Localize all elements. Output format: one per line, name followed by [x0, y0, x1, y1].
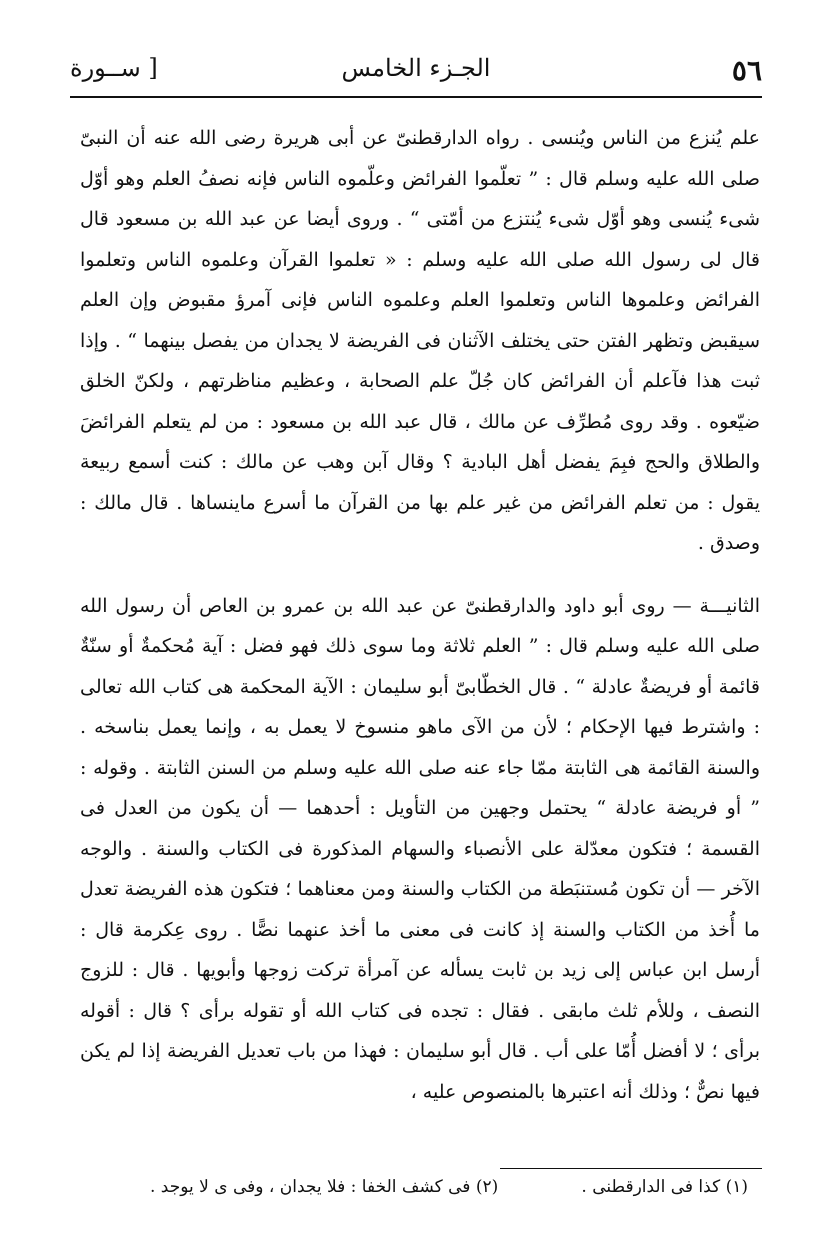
surah-heading-bracket: [ ســورة: [70, 54, 158, 82]
page-header: [70, 48, 762, 98]
footnote-1: (١) كذا فى الدارقطنى .: [581, 1177, 748, 1197]
footnote-2: (٢) فى كشف الخفا : فلا يجدان ، وفى ى لا يوجد .: [150, 1177, 499, 1197]
page-number: ٥٦: [731, 54, 762, 87]
footnotes: [150, 1177, 748, 1213]
header-divider: [70, 96, 762, 98]
paragraph: الثانيـــة — روى أبو داود والدارقطنىّ عن عبد الله بن عمرو بن العاص أن رسول الله صلى الله عليه وسلم قال : ” العلم ثلاثة وما سوى ذلك فهو فضل : آية مُحكمةٌ أو سنّةٌ قائمة أو فريضةٌ عادلة “ . قال الخطّابىّ أبو سليمان : الآية المحكمة هى كتاب الله تعالى : واشترط فيها الإحكام ؛ لأن من الآى ماهو منسوخ لا يعمل به ، وإنما يعمل بناسخه . والسنة القائمة هى الثابتة ممّا جاء عنه صلى الله عليه وسلم من السنن الثابتة . وقوله : ” أو فريضة عادلة “ يحتمل وجهين من التأويل : أحدهما — أن يكون من العدل فى القسمة ؛ فتكون معدّلة على الأنصباء والسهام المذكورة فى الكتاب والسنة . والوجه الآخر — أن تكون مُستنبَطة من الكتاب والسنة ومن معناهما ؛ فتكون هذه الفريضة تعدل ما أُخذ من الكتاب والسنة إذ كانت فى معنى ما أخذ عنهما نصًّا . روى عِكرمة قال : أرسل ابن عباس إلى زيد بن ثابت يسأله عن آمرأة تركت زوجها وأبويها . قال : للزوج النصف ، وللأم ثلث مابقى . فقال : تجده فى كتاب الله أو تقوله برأى ؟ قال : أقوله برأى ؛ لا أفضل أُمّا على أب . قال أبو سليمان : فهذا من باب تعديل الفريضة إذا لم يكن فيها نصٌّ ؛ وذلك أنه اعتبرها بالمنصوص عليه ،: [80, 594, 760, 1103]
paragraph: علم يُنزع من الناس ويُنسى . رواه الدارقطنىّ عن أبى هريرة رضى الله عنه أن النبىّ صلى الله عليه وسلم قال : ” تعلّموا الفرائض وعلّموه الناس فإنه نصفُ العلم وهو أوّل شىء يُنسى وهو أوّل شىء يُنتزع من أمّتى “ . وروى أيضا عن عبد الله بن مسعود قال قال لى رسول الله صلى الله عليه وسلم : « تعلموا القرآن وعلموه الناس وتعلموا الفرائض وعلموها الناس وتعلموا العلم وعلموه الناس فإنى آمرؤ مقبوض وإن العلم سيقبض وتظهر الفتن حتى يختلف الآثنان فى الفريضة لا يجدان من يفصل بينهما “ . وإذا ثبت هذا فآعلم أن الفرائض كان جُلّ علم الصحابة ، وعظيم مناظرتهم ، ولكنّ الخلق ضيّعوه . وقد روى مُطرِّف عن مالك ، قال عبد الله بن مسعود : من لم يتعلم الفرائضَ والطلاق والحج فبِمَ يفضل أهل البادية ؟ وقال آبن وهب عن مالك : كنت أسمع ربيعة يقول : من تعلم الفرائض من غير علم بها من القرآن ما أسرع ماينساها . قال مالك : وصدق .: [80, 127, 760, 554]
footnote-divider: [500, 1168, 762, 1169]
main-text: [80, 118, 760, 1112]
running-title: الجـزء الخامس: [341, 54, 491, 82]
